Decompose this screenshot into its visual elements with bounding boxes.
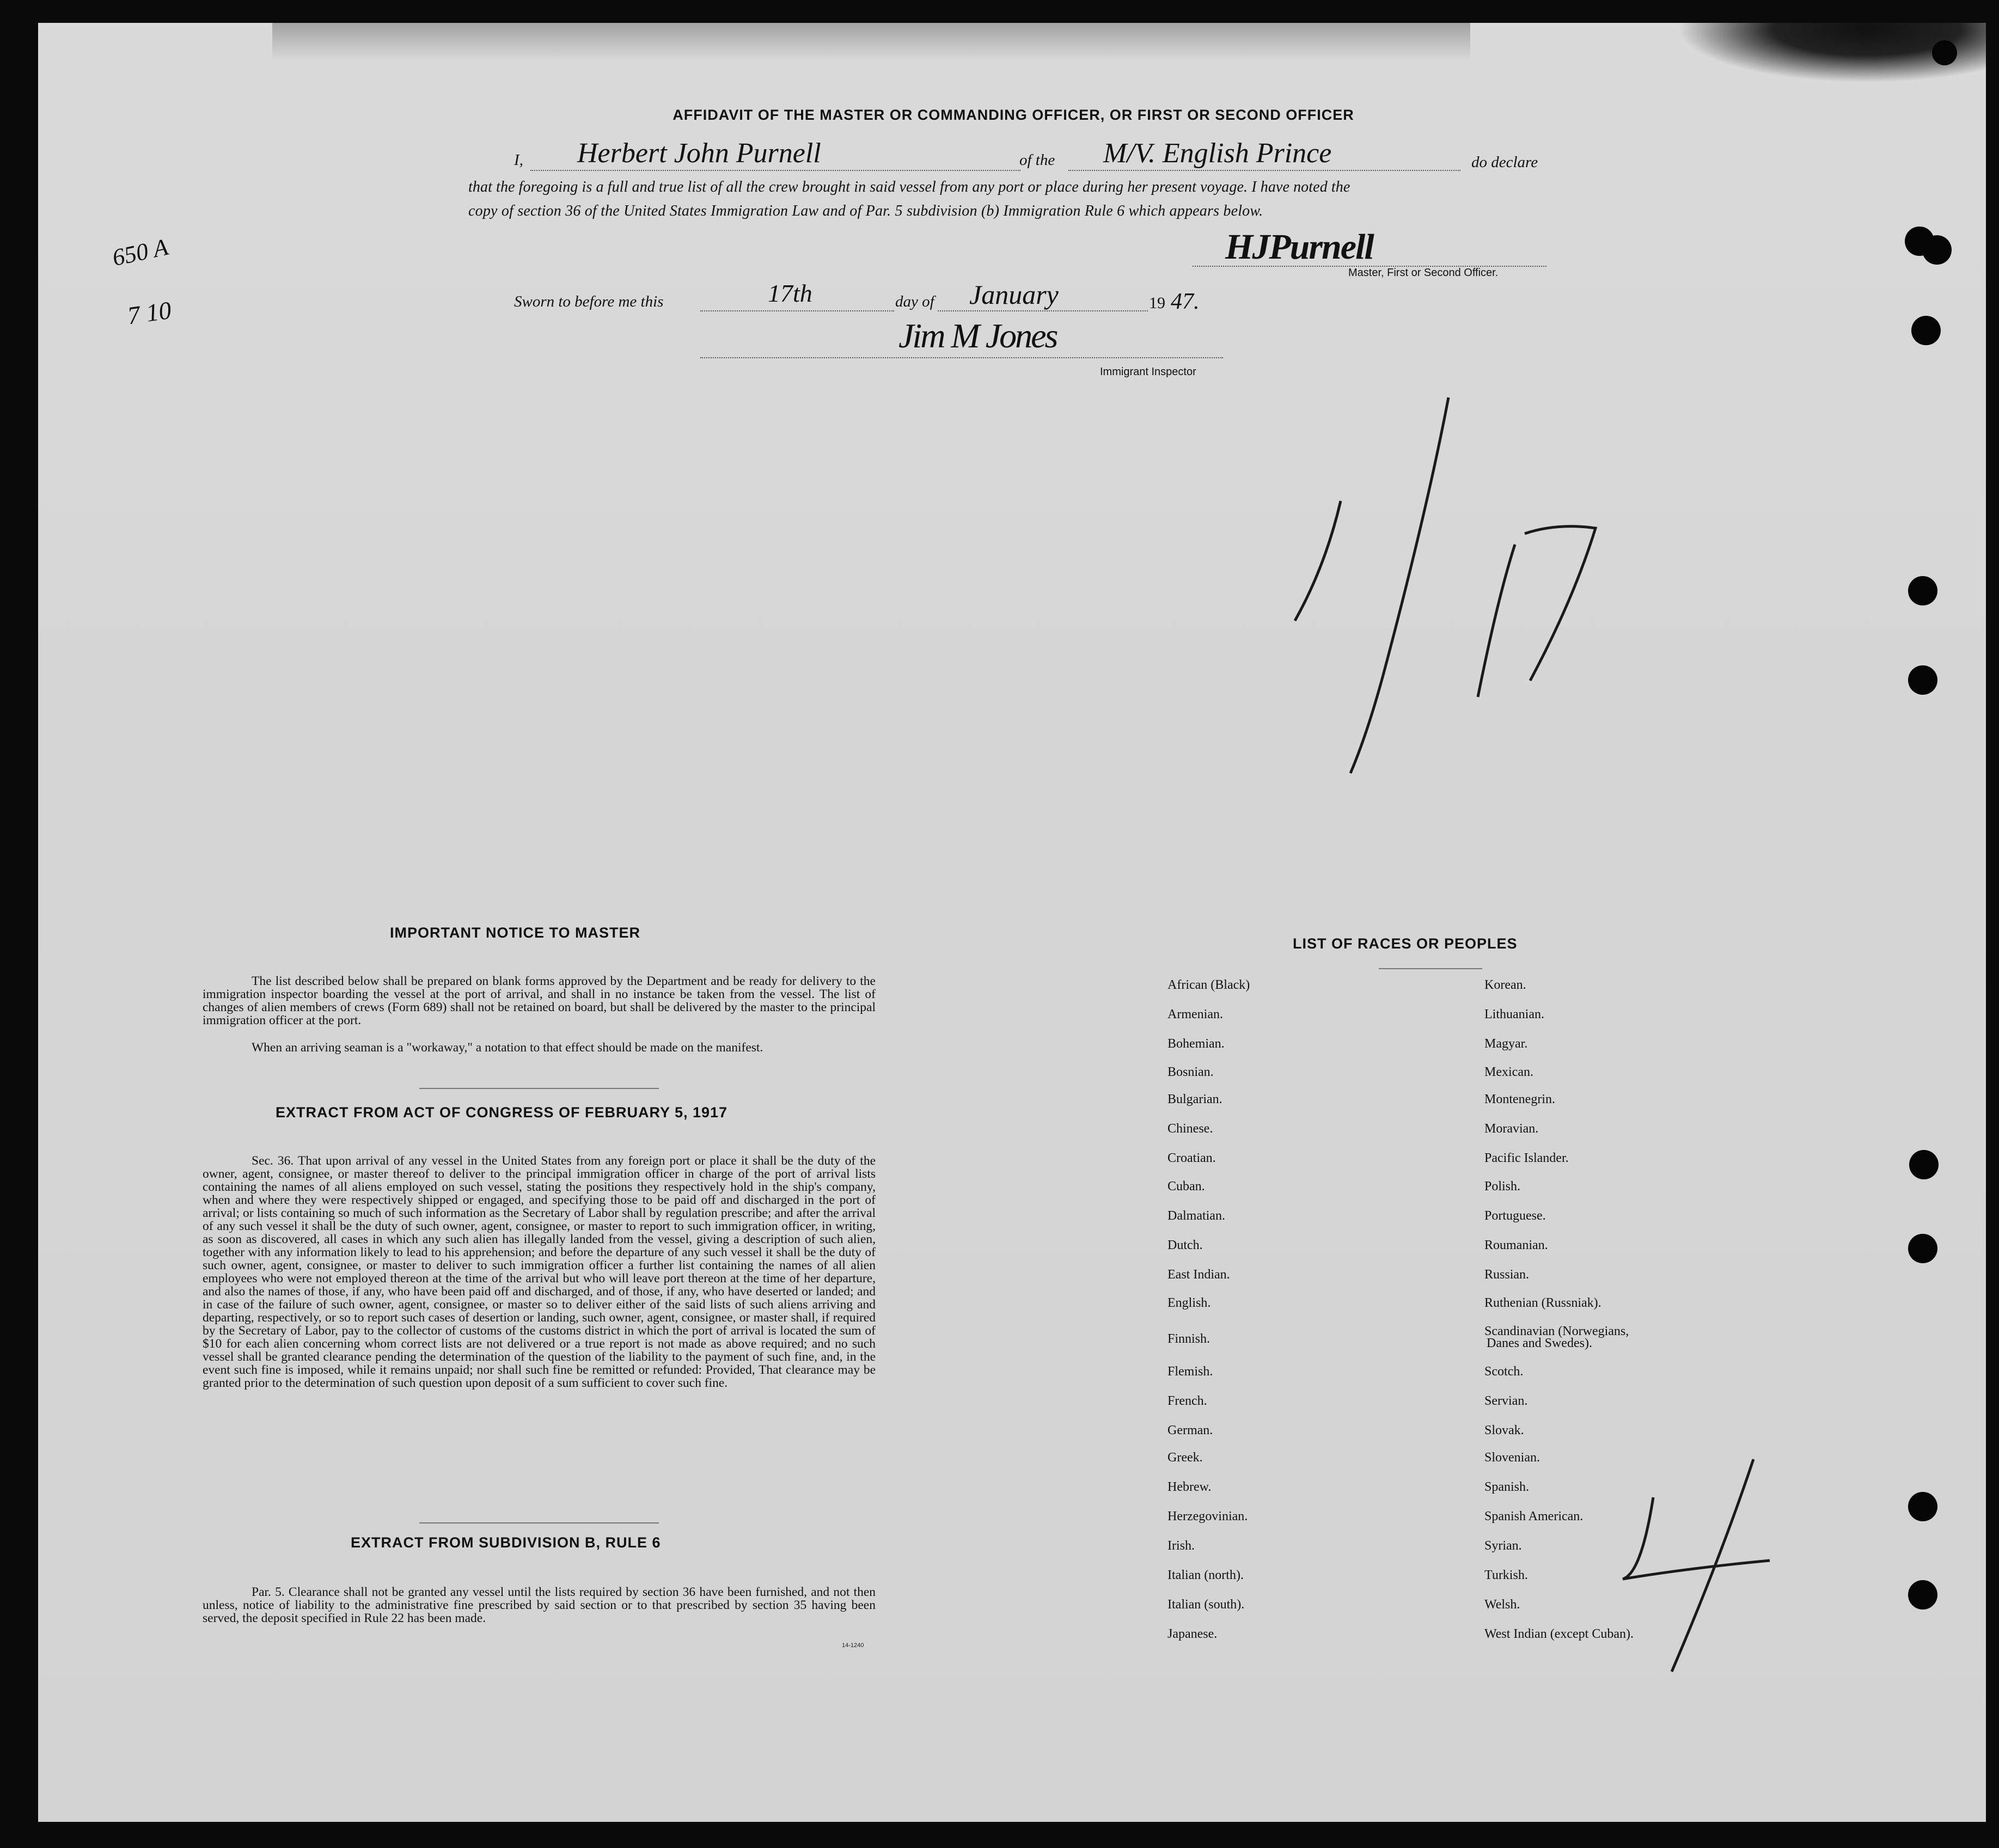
race-item: Mexican. [1484,1065,1533,1079]
notice-paragraph-2: When an arriving seaman is a "workaway," a notation to that effect should be made on the manifest. [252,1041,763,1055]
month-handwritten: January [969,279,1059,310]
race-item: Magyar. [1484,1037,1528,1051]
day-line [700,310,894,311]
race-item: Irish. [1167,1539,1195,1553]
race-item: Italian (north). [1167,1568,1244,1582]
race-item: Spanish. [1484,1480,1530,1494]
race-item: Slovenian. [1484,1451,1540,1465]
race-item: Italian (south). [1167,1598,1245,1612]
of-the-label: of the [1019,151,1055,169]
race-item: English. [1167,1296,1211,1310]
i-label: I, [514,151,523,169]
races-title: LIST OF RACES OR PEOPLES [1293,935,1518,952]
divider [1379,968,1482,969]
name-line [530,170,1020,171]
rule-extract-title: EXTRACT FROM SUBDIVISION B, RULE 6 [351,1534,661,1551]
notice-paragraph-1: The list described below shall be prepared on blank forms approved by the Department and be ready for delivery to the immigration inspector boarding the vessel at the port of arrival, and shall in no instance be taken from the vessel. The list of changes of alien members of crews (Form 689) shall not be retained on board, but shall be delivered by the master to the principal immigration officer at the port. [203,974,876,1027]
race-item: Lithuanian. [1484,1007,1544,1021]
race-item: Servian. [1484,1394,1528,1408]
race-item: Flemish. [1167,1364,1213,1379]
scan-border-right [1986,0,1999,1848]
master-signature-handwritten: HJPurnell [1225,227,1373,267]
declaration-line-2: that the foregoing is a full and true list of all the crew brought in said vessel from any port or place during her present voyage. I have noted the [468,179,1350,195]
page-number-handwritten [1612,1448,1775,1677]
master-name-handwritten: Herbert John Purnell [577,138,821,169]
signature-caption: Master, First or Second Officer. [1348,267,1499,279]
sworn-label: Sworn to before me this [514,293,664,310]
race-item: Armenian. [1167,1007,1223,1021]
race-item: Syrian. [1484,1539,1522,1553]
race-item: Hebrew. [1167,1480,1212,1494]
divider [419,1088,659,1089]
punch-hole [1908,1492,1937,1521]
notice-title: IMPORTANT NOTICE TO MASTER [390,925,640,941]
race-item: Welsh. [1484,1598,1520,1612]
year-printed: 19 [1149,294,1165,312]
big-handwritten-number [1269,392,1617,784]
inspector-caption: Immigrant Inspector [1100,366,1196,378]
month-line [938,310,1148,311]
act-extract-title: EXTRACT FROM ACT OF CONGRESS OF FEBRUARY 5, 1917 [276,1104,728,1121]
race-item: Scotch. [1484,1364,1524,1379]
declaration-line-3: copy of section 36 of the United States Immigration Law and of Par. 5 subdivision (b) Immigration Rule 6 which appears below. [468,203,1263,219]
year-handwritten: 47. [1171,289,1200,314]
race-item: German. [1167,1423,1213,1437]
punch-hole [1932,40,1957,65]
margin-note-2: 7 10 [125,296,173,330]
race-item-continuation: Danes and Swedes). [1487,1336,1592,1350]
inspector-line [700,357,1223,358]
race-item: Pacific Islander. [1484,1151,1569,1165]
race-item: Greek. [1167,1451,1203,1465]
race-item: Bulgarian. [1167,1092,1222,1106]
vessel-line [1068,170,1460,171]
day-of-label: day of [895,293,934,310]
day-handwritten: 17th [768,279,812,307]
race-item: Roumanian. [1484,1238,1548,1252]
race-item: African (Black) [1167,978,1250,992]
big-number-strokes [1269,392,1617,784]
race-item: Chinese. [1167,1122,1213,1136]
affidavit-title: AFFIDAVIT OF THE MASTER OR COMMANDING OFFICER, OR FIRST OR SECOND OFFICER [673,107,1354,123]
race-item: Russian. [1484,1268,1530,1282]
race-item: French. [1167,1394,1207,1408]
page-number-strokes [1612,1448,1775,1677]
race-item: Japanese. [1167,1627,1218,1641]
punch-hole [1908,1234,1937,1263]
race-item: Scandinavian (Norwegians, [1484,1324,1629,1338]
do-declare-label: do declare [1471,154,1538,171]
punch-hole [1911,316,1941,345]
race-item: Finnish. [1167,1332,1211,1346]
rule-extract-text: Par. 5. Clearance shall not be granted any vessel until the lists required by section 36 have been furnished, and not then unless, notice of liability to the administrative fine prescribed by said section or to that prescribed by section 35 having been served, the deposit specified in Rule 22 has been made. [203,1585,876,1625]
race-item: Dutch. [1167,1238,1203,1252]
form-number: 14-1240 [842,1642,864,1649]
race-item: Korean. [1484,978,1526,992]
punch-hole [1908,1580,1937,1610]
race-item: Turkish. [1484,1568,1528,1582]
scan-smudge [272,23,1470,61]
divider [419,1522,659,1523]
race-item: Portuguese. [1484,1209,1546,1223]
race-item: Herzegovinian. [1167,1509,1248,1523]
race-item: Moravian. [1484,1122,1539,1136]
punch-hole [1922,235,1952,265]
scan-border-left [0,0,38,1848]
race-item: Dalmatian. [1167,1209,1225,1223]
inspector-signature-handwritten: Jim M Jones [898,316,1057,355]
race-item: West Indian (except Cuban). [1484,1627,1634,1641]
margin-note-1: 650 A [110,233,171,272]
race-item: Bosnian. [1167,1065,1214,1079]
scan-border-bottom [0,1822,1999,1848]
race-item: Cuban. [1167,1179,1205,1194]
race-item: Polish. [1484,1179,1521,1194]
race-item: Bohemian. [1167,1037,1225,1051]
punch-hole [1908,665,1937,695]
vessel-handwritten: M/V. English Prince [1103,138,1332,169]
scan-border-top [0,0,1999,23]
race-item: Croatian. [1167,1151,1216,1165]
punch-hole [1908,576,1937,605]
race-item: Spanish American. [1484,1509,1584,1523]
race-item: East Indian. [1167,1268,1230,1282]
punch-hole [1909,1150,1939,1179]
race-item: Montenegrin. [1484,1092,1555,1106]
act-extract-text: Sec. 36. That upon arrival of any vessel in the United States from any foreign port or place it shall be the duty of the owner, agent, consignee, or master thereof to deliver to the principal immigration officer in charge of the port of arrival lists containing the names of all aliens employed on such vessel, stating the positions they respectively hold in the ship's company, when and where they were respectively shipped or engaged, and specifying those to be paid off and discharged in the port of arrival; or lists containing so much of such information as the Secretary of Labor shall by regulation prescribe; and after the arrival of any such vessel it shall be the duty of such owner, agent, consignee, or master to report to such immigration officer, in writing, as soon as discovered, all cases in which any such alien has illegally landed from the vessel, giving a description of such alien, together with any information likely to lead to his apprehension; and before the departure of any such vessel it shall be the duty of such owner, agent, consignee, or master to deliver to such immigration officer a further list containing the names of all alien employees who were not employed thereon at the time of the arrival but who will leave port thereon at the time of her departure, and also the names of those, if any, who have been paid off and discharged, and of those, if any, who have deserted or landed; and in case of the failure of such owner, agent, consignee, or master so to deliver either of the said lists of such aliens arriving and departing, respectively, or so to report such cases of desertion or landing, such owner, agent, consignee, or master shall, if required by the Secretary of Labor, pay to the collector of customs of the customs district in which the port of arrival is located the sum of $10 for each alien concerning whom correct lists are not delivered or a true report is not made as above required; and no such vessel shall be granted clearance pending the determination of the question of the liability to the payment of such fine, and, in the event such fine is imposed, while it remains unpaid; nor shall such fine be remitted or refunded: Provided, That clearance may be granted prior to the determination of such question upon deposit of a sum sufficient to cover such fine. [203,1154,876,1390]
race-item: Ruthenian (Russniak). [1484,1296,1601,1310]
race-item: Slovak. [1484,1423,1524,1437]
